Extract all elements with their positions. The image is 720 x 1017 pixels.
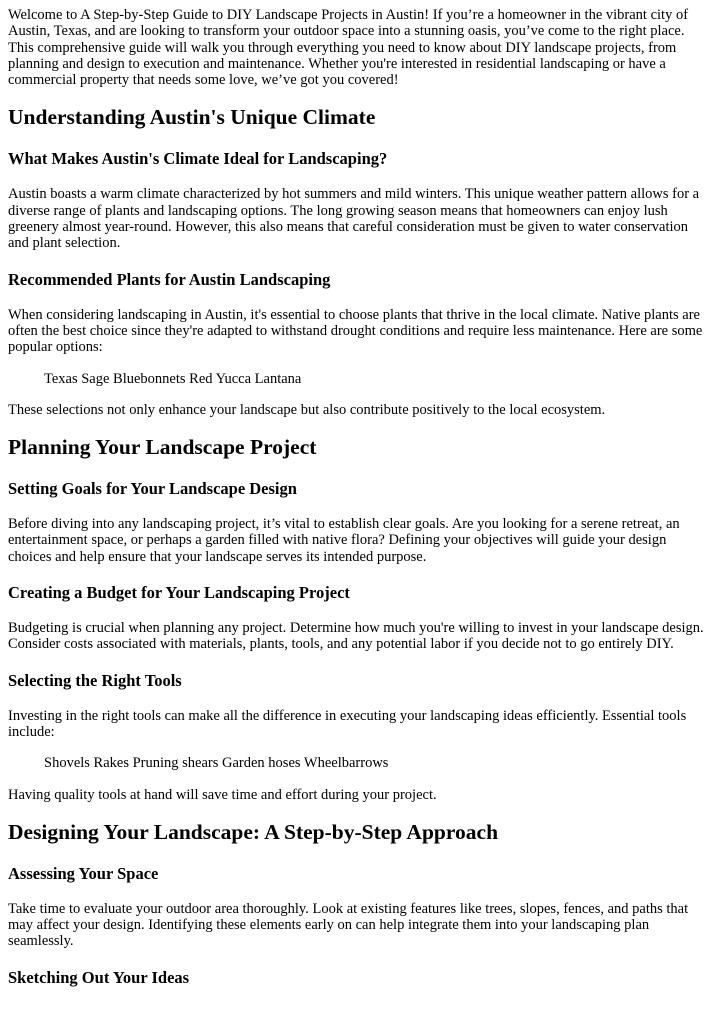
paragraph-plants-benefit: These selections not only enhance your landscape but also contribute positively to the local ecosystem. (8, 401, 606, 418)
paragraph-budget: Budgeting is crucial when planning any project. Determine how much you're willing to invest in your landscape design. Consider costs associated with materials, plants, tools, and any potential labor if you decide not to go entirely DIY. (8, 620, 704, 653)
subheading-budget: Creating a Budget for Your Landscaping Project (8, 583, 350, 603)
plant-list: Texas Sage Bluebonnets Red Yucca Lantana (44, 370, 302, 387)
subheading-tools: Selecting the Right Tools (8, 670, 182, 690)
paragraph-recommended-plants: When considering landscaping in Austin, it's essential to choose plants that thrive in the local climate. Native plants are often the best choice since they're adapted to withstand drought conditions and require less maintenance. Here are some popular options: (8, 306, 703, 356)
paragraph-assessing-space: Take time to evaluate your outdoor area thoroughly. Look at existing features like trees, slopes, fences, and paths that may affect your design. Identifying these elements early on can help integrate them into your landscaping plan seamlessly. (8, 900, 689, 950)
tool-list: Shovels Rakes Pruning shears Garden hoses Wheelbarrows (44, 755, 389, 772)
section-heading-climate: Understanding Austin's Unique Climate (8, 105, 376, 130)
paragraph-tools: Investing in the right tools can make all the difference in executing your landscaping ideas efficiently. Essential tools include: (8, 707, 687, 740)
subheading-recommended-plants: Recommended Plants for Austin Landscaping (8, 269, 331, 289)
section-heading-designing: Designing Your Landscape: A Step-by-Step Approach (8, 819, 499, 844)
subheading-sketching-ideas: Sketching Out Your Ideas (8, 967, 190, 987)
paragraph-tools-benefit: Having quality tools at hand will save time and effort during your project. (8, 786, 437, 803)
subheading-climate-ideal: What Makes Austin's Climate Ideal for Landscaping? (8, 149, 388, 169)
paragraph-setting-goals: Before diving into any landscaping project, it’s vital to establish clear goals. Are you looking for a serene retreat, an entertainment space, or perhaps a garden filled with native flora? Defining your objectives will guide your design choices and help ensure that your landscape serves its intended purpose. (8, 516, 680, 565)
subheading-setting-goals: Setting Goals for Your Landscape Design (8, 479, 297, 499)
section-heading-planning: Planning Your Landscape Project (8, 435, 317, 460)
paragraph-climate-ideal: Austin boasts a warm climate characterized by hot summers and mild winters. This unique weather pattern allows for a diverse range of plants and landscaping options. The long growing season means that homeowners can enjoy lush greenery almost year-round. However, this also means that careful consideration must be given to water conservation and plant selection. (8, 186, 700, 252)
intro-paragraph: Welcome to A Step-by-Step Guide to DIY Landscape Projects in Austin! If you’re a homeowner in the vibrant city of Austin, Texas, and are looking to transform your outdoor space into a stunning oasis, you’ve come to the right place. This comprehensive guide will walk you through everything you need to know about DIY landscape projects, from planning and design to execution and maintenance. Whether you're interested in residential landscaping or have a commercial property that needs some love, we’ve got you covered! (8, 7, 689, 89)
subheading-assessing-space: Assessing Your Space (8, 863, 159, 883)
